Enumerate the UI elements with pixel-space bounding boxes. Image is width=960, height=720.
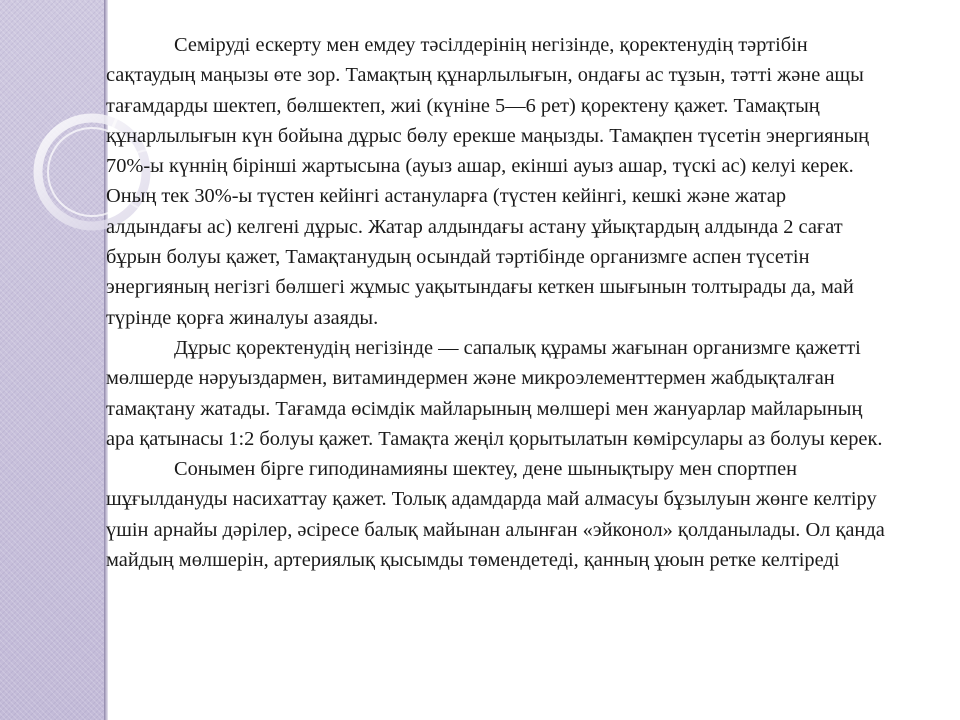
paragraph-2: Дұрыс қоректенудің негізінде — сапалық құрамы жағынан организмге қажетті мөлшерде нәруыздармен, витаминдермен және микроэлементтермен жабдықталған тамақтану жатады. Тағамда өсімдік майларының мөлшері мен жануарлар майларының ара қатынасы 1:2 болуы қажет. Тамақта жеңіл қорытылатын көмірсулары аз болуы керек.	[106, 336, 883, 450]
document-body	[106, 30, 886, 575]
paragraph-1: Семіруді ескерту мен емдеу тәсілдерінің негізінде, қоректенудің тәртібін сақтаудың маңызы өте зор. Тамақтың құнарлылығын, ондағы ас тұзын, тәтті және ащы тағамдарды шектеп, бөлшектеп, жиі (күніне 5—6 рет) қоректену қажет. Тамақтың құнарлылығын күн бойына дұрыс бөлу ерекше маңызды. Тамақпен түсетін энергияның 70%-ы күннің бірінші жартысына (ауыз ашар, екінші ауыз ашар, түскі ас) келуі керек. Оның тек 30%-ы түстен кейінгі астануларға (түстен кейінгі, кешкі және жатар алдындағы ас) келгені дұрыс. Жатар алдындағы астану ұйықтардың алдында 2 сағат бұрын болуы қажет, Тамақтанудың осындай тәртібінде организмге аспен түсетін энергияның негізгі бөлшегі жұмыс уақытындағы кеткен шығынын толтырады да, май түрінде қорға жиналуы азаяды.	[106, 34, 870, 329]
paragraph-3: Сонымен бірге гиподинамияны шектеу, дене шынықтыру мен спортпен шұғылдануды насихаттау қажет. Толық адамдарда май алмасуы бұзылуын жөнге келтіру үшін арнайы дәрілер, әсіресе балық майынан алынған «эйконол» қолданылады. Ол қанда майдың мөлшерін, артериялық қысымды төмендетеді, қанның ұюын ретке келтіреді	[106, 458, 885, 572]
